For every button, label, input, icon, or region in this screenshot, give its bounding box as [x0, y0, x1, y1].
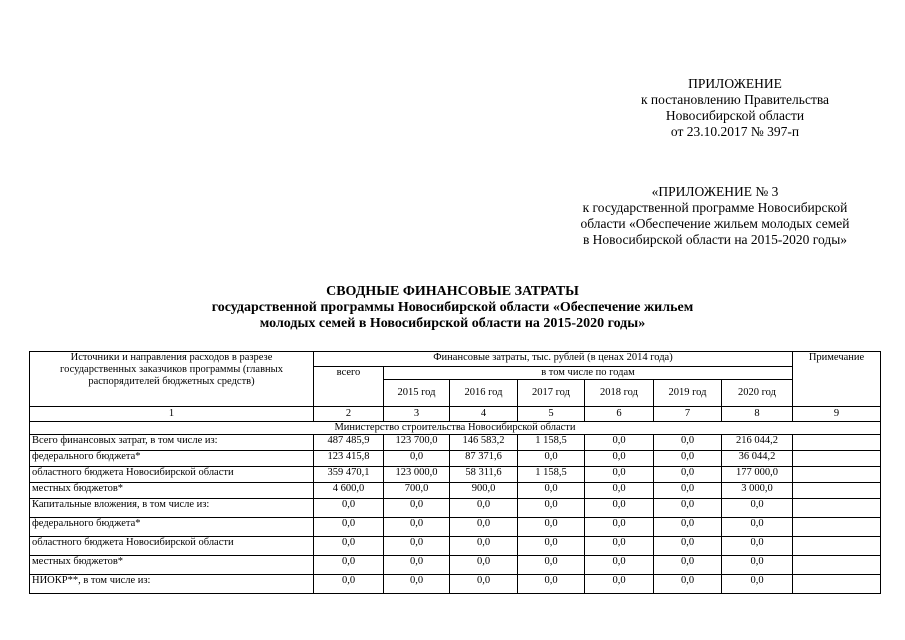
col-number: 7 — [654, 407, 722, 422]
row-value: 0,0 — [654, 556, 722, 575]
appendix3-line-3: области «Обеспечение жильем молодых семей — [580, 216, 850, 231]
header-by-year: в том числе по годам — [384, 367, 793, 380]
row-label: областного бюджета Новосибирской области — [30, 537, 314, 556]
appendix-region-line: Новосибирской области — [665, 108, 805, 123]
col-number: 3 — [384, 407, 450, 422]
row-value: 177 000,0 — [722, 467, 793, 483]
row-value: 1 158,5 — [518, 435, 585, 451]
title-line-1: СВОДНЫЕ ФИНАНСОВЫЕ ЗАТРАТЫ — [326, 284, 579, 299]
row-note — [793, 483, 881, 499]
section-ministry: Министерство строительства Новосибирской области — [30, 422, 881, 435]
row-value: 0,0 — [314, 556, 384, 575]
table-row — [30, 556, 881, 575]
row-label: Капитальные вложения, в том числе из: — [30, 499, 314, 518]
row-value: 4 600,0 — [314, 483, 384, 499]
table-row — [30, 537, 881, 556]
row-value: 0,0 — [654, 467, 722, 483]
table-row — [30, 435, 881, 451]
appendix-date-number: от 23.10.2017 № 397-п — [670, 124, 800, 139]
row-value: 900,0 — [450, 483, 518, 499]
row-note — [793, 467, 881, 483]
row-value: 87 371,6 — [450, 451, 518, 467]
row-label: областного бюджета Новосибирской области — [30, 467, 314, 483]
row-value: 0,0 — [518, 499, 585, 518]
row-value: 487 485,9 — [314, 435, 384, 451]
row-value: 0,0 — [585, 483, 654, 499]
table-row — [30, 467, 881, 483]
row-note — [793, 435, 881, 451]
row-value: 0,0 — [314, 575, 384, 594]
row-value: 0,0 — [585, 537, 654, 556]
appendix3-line-4: в Новосибирской области на 2015-2020 годы» — [582, 232, 848, 247]
appendix-program-block — [545, 184, 885, 248]
row-value: 0,0 — [722, 499, 793, 518]
row-value: 0,0 — [585, 467, 654, 483]
row-value: 146 583,2 — [450, 435, 518, 451]
row-value: 0,0 — [450, 499, 518, 518]
row-value: 0,0 — [384, 575, 450, 594]
row-value: 3 000,0 — [722, 483, 793, 499]
row-label: Всего финансовых затрат, в том числе из: — [30, 435, 314, 451]
col-number: 6 — [585, 407, 654, 422]
header-year-2019: 2019 год — [654, 380, 722, 407]
row-value: 0,0 — [722, 575, 793, 594]
row-label: федерального бюджета* — [30, 518, 314, 537]
table-row — [30, 483, 881, 499]
row-value: 123 415,8 — [314, 451, 384, 467]
row-label: федерального бюджета* — [30, 451, 314, 467]
row-value: 0,0 — [518, 483, 585, 499]
title-line-2: государственной программы Новосибирской области «Обеспечение жильем — [211, 300, 694, 315]
row-value: 0,0 — [585, 451, 654, 467]
header-costs: Финансовые затраты, тыс. рублей (в ценах 2014 года) — [314, 352, 793, 367]
row-value: 0,0 — [722, 537, 793, 556]
header-year-2015: 2015 год — [384, 380, 450, 407]
row-value: 0,0 — [450, 556, 518, 575]
table-row — [30, 451, 881, 467]
header-year-2020: 2020 год — [722, 380, 793, 407]
row-value: 0,0 — [654, 537, 722, 556]
row-value: 0,0 — [384, 499, 450, 518]
row-value: 0,0 — [384, 451, 450, 467]
row-value: 0,0 — [654, 483, 722, 499]
row-value: 0,0 — [654, 435, 722, 451]
row-value: 36 044,2 — [722, 451, 793, 467]
row-label: НИОКР**, в том числе из: — [30, 575, 314, 594]
header-note: Примечание — [793, 352, 881, 407]
col-number: 4 — [450, 407, 518, 422]
row-value: 0,0 — [384, 537, 450, 556]
document-title — [0, 284, 905, 332]
row-value: 0,0 — [585, 556, 654, 575]
row-value: 216 044,2 — [722, 435, 793, 451]
financial-costs-table — [29, 351, 881, 594]
appendix-decree-line: к постановлению Правительства — [640, 92, 830, 107]
title-line-3: молодых семей в Новосибирской области на 2015-2020 годы» — [259, 316, 646, 331]
row-value: 0,0 — [722, 518, 793, 537]
row-note — [793, 499, 881, 518]
row-value: 123 000,0 — [384, 467, 450, 483]
table-row — [30, 518, 881, 537]
row-value: 0,0 — [450, 518, 518, 537]
col-number: 2 — [314, 407, 384, 422]
table-row — [30, 499, 881, 518]
row-value: 0,0 — [314, 537, 384, 556]
row-value: 0,0 — [384, 518, 450, 537]
row-value: 0,0 — [384, 556, 450, 575]
row-value: 1 158,5 — [518, 467, 585, 483]
row-label: местных бюджетов* — [30, 483, 314, 499]
row-value: 0,0 — [518, 556, 585, 575]
row-value: 0,0 — [518, 575, 585, 594]
row-value: 700,0 — [384, 483, 450, 499]
row-value: 0,0 — [450, 575, 518, 594]
header-total: всего — [314, 367, 384, 407]
row-label: местных бюджетов* — [30, 556, 314, 575]
row-note — [793, 451, 881, 467]
header-year-2018: 2018 год — [585, 380, 654, 407]
row-value: 0,0 — [314, 518, 384, 537]
table-row — [30, 575, 881, 594]
row-value: 123 700,0 — [384, 435, 450, 451]
row-value: 0,0 — [518, 451, 585, 467]
row-value: 0,0 — [585, 435, 654, 451]
row-value: 0,0 — [585, 499, 654, 518]
row-value: 0,0 — [585, 575, 654, 594]
row-note — [793, 575, 881, 594]
col-number: 1 — [30, 407, 314, 422]
row-value: 0,0 — [518, 518, 585, 537]
row-value: 0,0 — [314, 499, 384, 518]
appendix3-heading: «ПРИЛОЖЕНИЕ № 3 — [651, 184, 779, 199]
row-value: 359 470,1 — [314, 467, 384, 483]
appendix3-line-2: к государственной программе Новосибирской — [582, 200, 848, 215]
row-note — [793, 518, 881, 537]
appendix-decree-block — [600, 76, 870, 140]
appendix-heading: ПРИЛОЖЕНИЕ — [688, 76, 782, 91]
row-value: 0,0 — [722, 556, 793, 575]
col-number: 9 — [793, 407, 881, 422]
row-value: 0,0 — [450, 537, 518, 556]
row-value: 0,0 — [654, 499, 722, 518]
col-number: 5 — [518, 407, 585, 422]
row-value: 0,0 — [654, 518, 722, 537]
header-year-2016: 2016 год — [450, 380, 518, 407]
col-number: 8 — [722, 407, 793, 422]
header-sources: Источники и направления расходов в разрезе государственных заказчиков программы (главных распорядителей бюджетных средств) — [30, 352, 314, 407]
header-year-2017: 2017 год — [518, 380, 585, 407]
row-value: 0,0 — [654, 575, 722, 594]
column-numbers-row — [30, 407, 881, 422]
row-value: 0,0 — [518, 537, 585, 556]
row-note — [793, 556, 881, 575]
row-value: 58 311,6 — [450, 467, 518, 483]
row-note — [793, 537, 881, 556]
row-value: 0,0 — [585, 518, 654, 537]
row-value: 0,0 — [654, 451, 722, 467]
